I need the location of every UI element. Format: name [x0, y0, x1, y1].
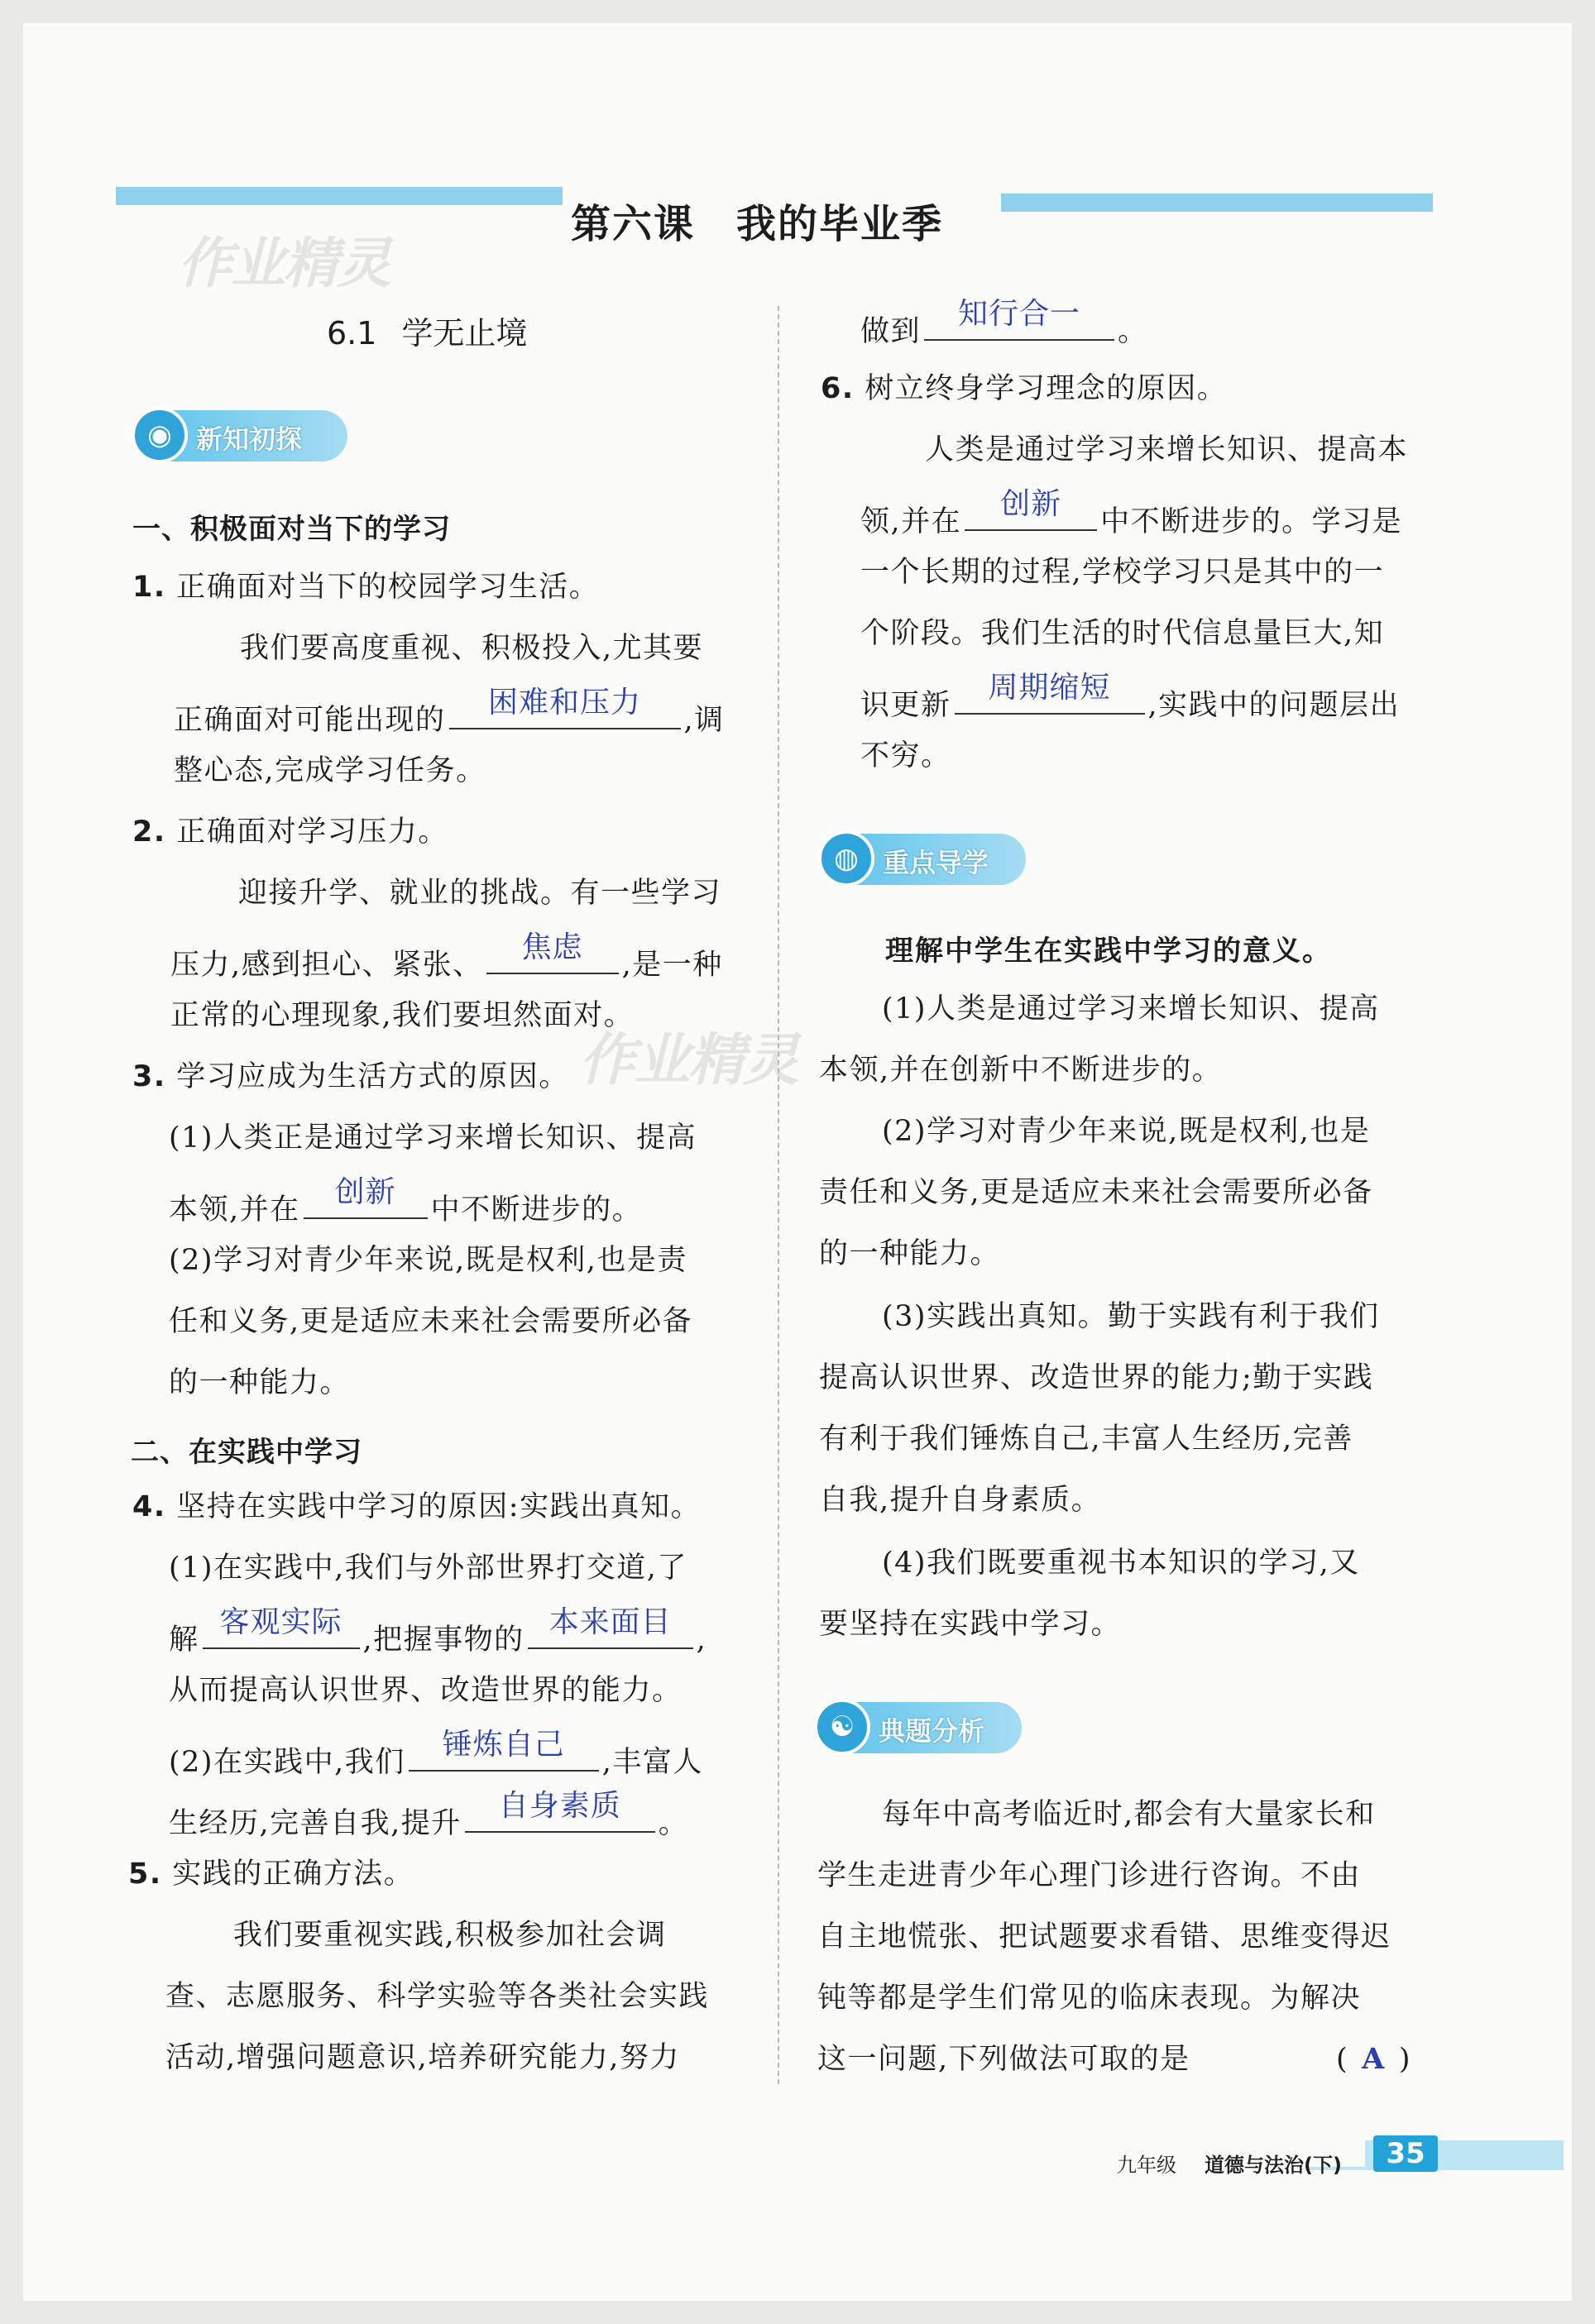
text-line: (1)在实践中,我们与外部世界打交道,了 — [169, 1552, 687, 1585]
text-line: (2)学习对青少年来说,既是权利,也是责 — [169, 1244, 687, 1277]
tag-label: 新知初探 — [196, 423, 303, 455]
text-line: 钝等都是学生们常见的临床表现。为解决 — [817, 1982, 1362, 2015]
question-number: 6. — [821, 372, 855, 405]
text: ,把握事物的 — [362, 1623, 524, 1657]
eye-icon: ◉ — [132, 407, 188, 463]
answer-blank — [449, 686, 681, 729]
text-line — [860, 671, 1401, 724]
lesson-number: 第六课 — [571, 201, 696, 247]
answer-text: 锤炼自己 — [442, 1728, 565, 1762]
text: 压力,感到担心、紧张、 — [170, 949, 483, 982]
tag-focus — [823, 834, 1026, 885]
text-line: 的一种能力。 — [169, 1366, 351, 1399]
tag-label: 重点导学 — [883, 847, 989, 878]
text: 正确面对可能出现的 — [174, 704, 446, 737]
question-6 — [821, 371, 1227, 407]
answer-text: 创新 — [334, 1175, 396, 1209]
answer-blank — [965, 487, 1097, 531]
text: 。 — [658, 1807, 689, 1840]
footer-grade: 九年级 — [1117, 2154, 1176, 2177]
text-line: 自我,提升自身素质。 — [819, 1484, 1102, 1517]
page-number: 35 — [1373, 2135, 1438, 2172]
text: ,实践中的问题层出 — [1147, 689, 1401, 722]
text-line — [169, 1789, 689, 1842]
text-line: 提高认识世界、改造世界的能力;勤于实践 — [819, 1361, 1374, 1394]
answer-blank — [528, 1605, 693, 1649]
answer-blank — [203, 1605, 360, 1649]
heading-2: 二、在实践中学习 — [131, 1436, 362, 1469]
text: (2)在实践中,我们 — [169, 1746, 405, 1779]
section-title — [327, 308, 527, 353]
title-bar-right — [1001, 194, 1433, 212]
spiral-icon: ☯ — [814, 1699, 870, 1755]
question-number: 5. — [128, 1858, 162, 1891]
text-line — [860, 297, 1148, 350]
text-line — [860, 487, 1403, 540]
answer-text: 知行合一 — [958, 297, 1081, 331]
question-text: 实践的正确方法。 — [172, 1858, 414, 1891]
text-line: 每年中高考临近时,都会有大量家长和 — [882, 1798, 1376, 1831]
text-line: 不穷。 — [860, 739, 951, 772]
answer-blank — [486, 930, 619, 974]
text-line: 一个长期的过程,学校学习只是其中的一 — [860, 556, 1385, 589]
text: 。 — [1118, 315, 1148, 348]
text-line — [169, 1728, 703, 1781]
answer-blank — [304, 1175, 428, 1219]
text-line: 自主地慌张、把试题要求看错、思维变得迟 — [817, 1920, 1391, 1953]
text-line: 学生走进青少年心理门诊进行咨询。不由 — [817, 1859, 1362, 1892]
text: 本领,并在 — [169, 1193, 300, 1227]
question-number: 4. — [132, 1490, 166, 1523]
text: 中不断进步的。学习是 — [1100, 505, 1403, 538]
text-line: 正常的心理现象,我们要坦然面对。 — [170, 999, 635, 1032]
text-line: 有利于我们锤炼自己,丰富人生经历,完善 — [819, 1423, 1353, 1456]
question-2 — [132, 814, 448, 850]
text-line: 的一种能力。 — [819, 1237, 1001, 1270]
text-line: 查、志愿服务、科学实验等各类社会实践 — [165, 1980, 710, 2013]
text: 做到 — [860, 315, 922, 348]
question-text: 正确面对当下的校园学习生活。 — [176, 571, 600, 604]
answer-text: 自身素质 — [498, 1789, 621, 1823]
text-line: 我们要重视实践,积极参加社会调 — [233, 1919, 667, 1952]
text-line: (1)人类正是通过学习来增长知识、提高 — [169, 1121, 697, 1155]
answer-text: 周期缩短 — [988, 671, 1111, 705]
column-divider — [778, 306, 779, 2084]
text: ,丰富人 — [601, 1746, 703, 1779]
text: ,是一种 — [621, 949, 723, 982]
question-number: 1. — [132, 571, 166, 604]
text-line: 要坚持在实践中学习。 — [819, 1608, 1122, 1641]
question-4 — [132, 1489, 701, 1525]
question-text: 学习应成为生活方式的原因。 — [176, 1060, 569, 1093]
question-text: 坚持在实践中学习的原因:实践出真知。 — [176, 1490, 702, 1523]
text-line: 责任和义务,更是适应未来社会需要所必备 — [819, 1176, 1373, 1209]
chapter-title — [571, 192, 993, 249]
question-1 — [132, 569, 599, 605]
tag-label: 典题分析 — [879, 1715, 985, 1747]
text-line: 人类是通过学习来增长知识、提高本 — [925, 433, 1409, 466]
question-text: 树立终身学习理念的原因。 — [865, 372, 1228, 405]
workbook-page — [23, 23, 1572, 2301]
text-line: (2)学习对青少年来说,既是权利,也是 — [882, 1115, 1371, 1148]
question-number: 2. — [132, 815, 166, 849]
text: 领,并在 — [860, 505, 962, 538]
text: 中不断进步的。 — [430, 1193, 643, 1227]
text: 生经历,完善自我,提升 — [169, 1807, 462, 1840]
answer-text: 创新 — [1000, 487, 1062, 521]
answer-blank — [465, 1789, 655, 1833]
text: ,调 — [683, 704, 725, 737]
section-name: 学无止境 — [401, 315, 528, 351]
answer-choice — [1336, 2041, 1411, 2078]
text: 解 — [169, 1623, 199, 1657]
text: ) — [1398, 2043, 1411, 2076]
answer-blank — [409, 1728, 599, 1772]
question-number: 3. — [132, 1060, 166, 1093]
text-line: 个阶段。我们生活的时代信息量巨大,知 — [860, 617, 1385, 650]
text: , — [696, 1623, 707, 1657]
watermark: 作业精灵 — [579, 1028, 798, 1093]
lesson-title: 我的毕业季 — [736, 201, 944, 247]
text-line — [174, 686, 725, 739]
question-3 — [132, 1059, 569, 1095]
answer-text: 焦虑 — [521, 930, 583, 964]
section-number: 6.1 — [327, 315, 377, 351]
text: 识更新 — [860, 689, 951, 722]
text-line: 本领,并在创新中不断进步的。 — [819, 1054, 1223, 1087]
answer-text: A — [1362, 2042, 1386, 2076]
question-5 — [128, 1856, 414, 1892]
text: ( — [1336, 2043, 1349, 2076]
text-line: 我们要高度重视、积极投入,尤其要 — [240, 632, 704, 665]
text-line: 任和义务,更是适应未来社会需要所必备 — [169, 1305, 693, 1338]
tag-new-knowledge — [137, 410, 347, 461]
watermark: 作业精灵 — [178, 232, 390, 295]
text-line — [170, 930, 723, 983]
text-line — [169, 1175, 643, 1228]
text-line: 这一问题,下列做法可取的是 — [817, 2043, 1190, 2076]
text-line: (1)人类是通过学习来增长知识、提高 — [882, 992, 1380, 1026]
text-line: 从而提高认识世界、改造世界的能力。 — [169, 1674, 683, 1707]
text-line — [169, 1605, 707, 1658]
answer-text: 本来面目 — [548, 1605, 672, 1639]
heading-1: 一、积极面对当下的学习 — [132, 513, 451, 546]
tag-example — [819, 1702, 1022, 1753]
answer-blank — [955, 671, 1145, 715]
answer-blank — [924, 297, 1114, 341]
text-line: (4)我们既要重视书本知识的学习,又 — [882, 1547, 1360, 1580]
question-text: 正确面对学习压力。 — [176, 815, 448, 849]
text-line: (3)实践出真知。勤于实践有利于我们 — [882, 1300, 1380, 1333]
text-line: 活动,增强问题意识,培养研究能力,努力 — [165, 2041, 680, 2074]
title-bar-left — [116, 187, 563, 205]
answer-text: 困难和压力 — [488, 686, 642, 720]
focus-title: 理解中学生在实践中学习的意义。 — [885, 935, 1332, 968]
text-line: 迎接升学、就业的挑战。有一些学习 — [238, 877, 722, 910]
answer-text: 客观实际 — [219, 1605, 342, 1639]
globe-icon: ◍ — [818, 830, 874, 887]
footer-subject: 道德与法治(下) — [1205, 2154, 1342, 2177]
text-line: 整心态,完成学习任务。 — [174, 754, 486, 787]
